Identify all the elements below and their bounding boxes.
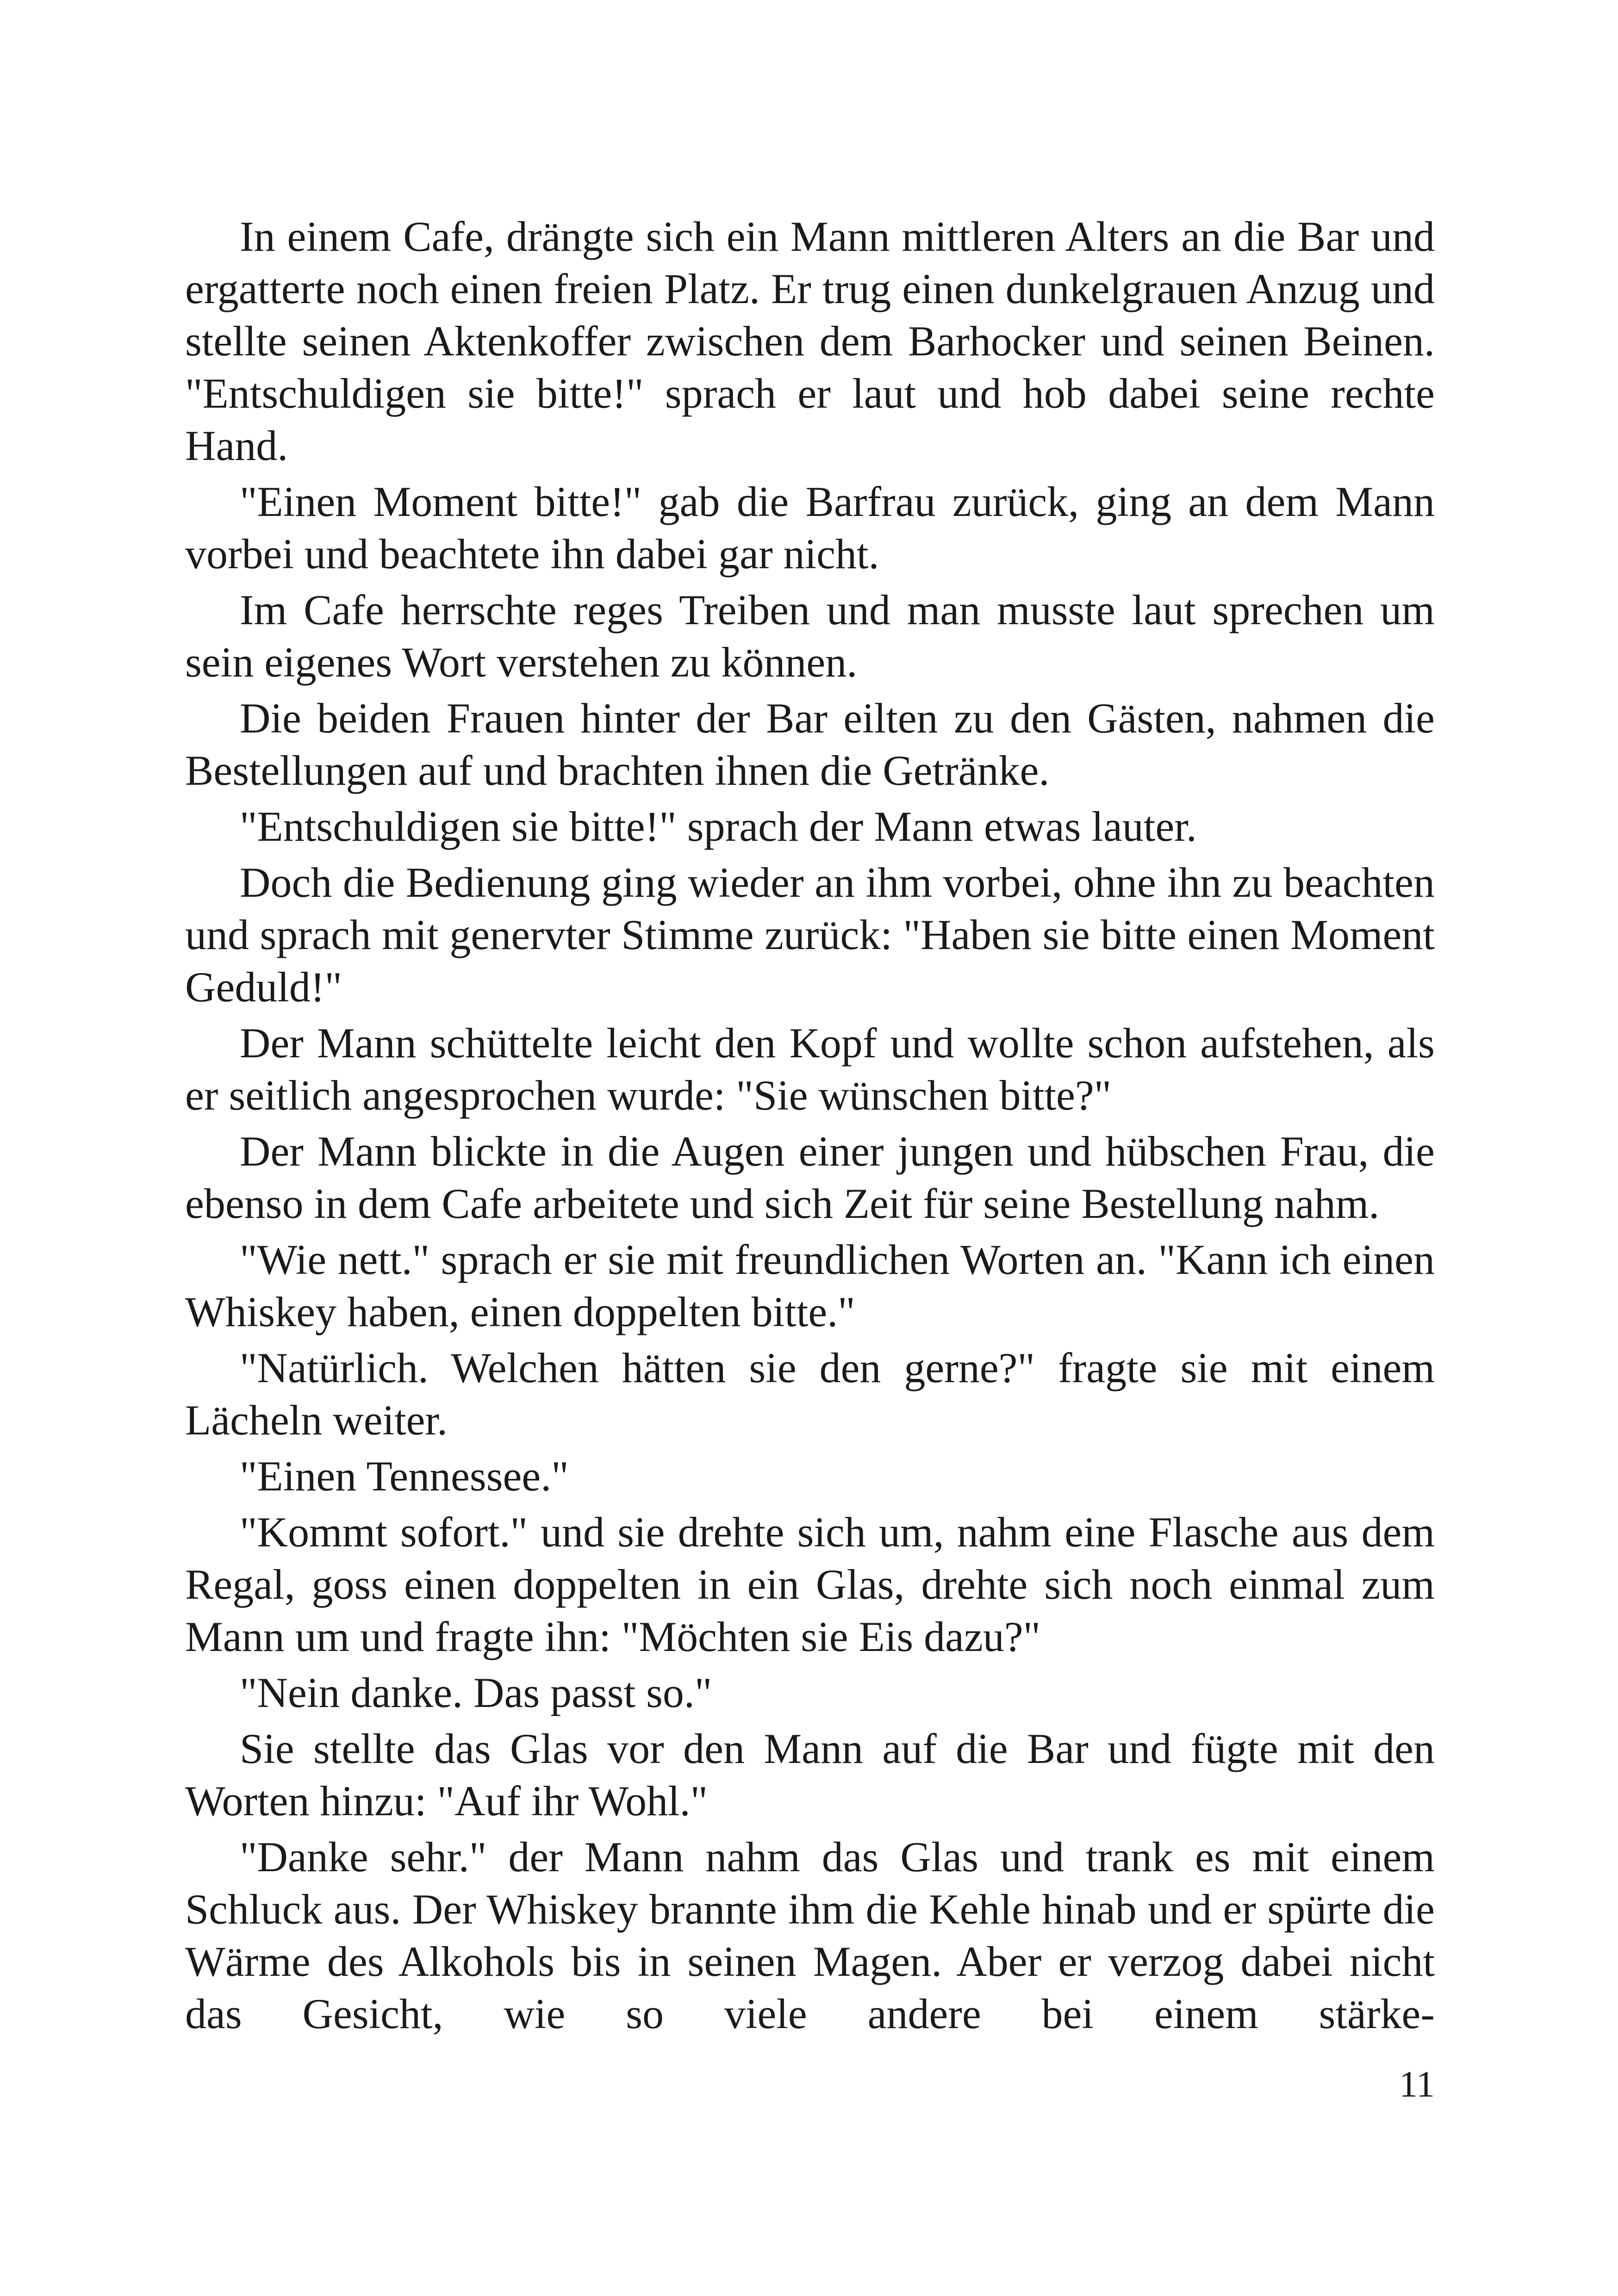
paragraph-10: "Natürlich. Welchen hätten sie den gerne?" fragte sie mit einem Lächeln weiter. xyxy=(185,1344,1435,1444)
paragraph-3: Im Cafe herrschte reges Treiben und man musste laut sprechen um sein eigenes Wort verstehen zu können. xyxy=(185,586,1435,686)
paragraph-4: Die beiden Frauen hinter der Bar eilten zu den Gästen, nahmen die Bestellungen auf und brachten ihnen die Getränke. xyxy=(185,695,1435,794)
paragraph-12: "Kommt sofort." und sie drehte sich um, nahm eine Flasche aus dem Regal, goss einen doppelten in ein Glas, drehte sich noch einmal zum Mann um und fragte ihn: "Möchten sie Eis dazu?" xyxy=(185,1508,1435,1660)
paragraph-1: In einem Cafe, drängte sich ein Mann mittleren Alters an die Bar und ergatterte noch einen freien Platz. Er trug einen dunkelgrauen Anzug und stellte seinen Aktenkoffer zwischen dem Barhocker und seinen Beinen. "Entschuldigen sie bitte!" sprach er laut und hob dabei seine rechte Hand. xyxy=(185,213,1435,469)
paragraph-7: Der Mann schüttelte leicht den Kopf und wollte schon aufstehen, als er seitlich angesprochen wurde: "Sie wünschen bitte?" xyxy=(185,1019,1435,1119)
paragraph-15: "Danke sehr." der Mann nahm das Glas und trank es mit einem Schluck aus. Der Whiskey brannte ihm die Kehle hinab und er spürte die Wärme des Alkohols bis in seinen Magen. Aber er verzog dabei nicht das Gesicht, wie so viele andere bei einem stärke- xyxy=(185,1833,1435,2037)
paragraph-6: Doch die Bedienung ging wieder an ihm vorbei, ohne ihn zu beachten und sprach mit genervter Stimme zurück: "Haben sie bitte einen Moment Geduld!" xyxy=(185,859,1435,1011)
paragraph-5: "Entschuldigen sie bitte!" sprach der Mann etwas lauter. xyxy=(240,803,1197,850)
paragraph-13: "Nein danke. Das passt so." xyxy=(240,1669,712,1716)
paragraph-9: "Wie nett." sprach er sie mit freundlichen Worten an. "Kann ich einen Whiskey haben, einen doppelten bitte." xyxy=(185,1236,1435,1335)
page-number: 11 xyxy=(1399,2064,1435,2105)
paragraph-8: Der Mann blickte in die Augen einer jungen und hübschen Frau, die ebenso in dem Cafe arbeitete und sich Zeit für seine Bestellung nahm. xyxy=(185,1128,1435,1227)
paragraph-2: "Einen Moment bitte!" gab die Barfrau zurück, ging an dem Mann vorbei und beachtete ihn dabei gar nicht. xyxy=(185,478,1435,577)
body-text xyxy=(185,211,1435,2044)
paragraph-11: "Einen Tennessee." xyxy=(240,1452,569,1500)
paragraph-14: Sie stellte das Glas vor den Mann auf die Bar und fügte mit den Worten hinzu: "Auf ihr Wohl." xyxy=(185,1725,1435,1824)
